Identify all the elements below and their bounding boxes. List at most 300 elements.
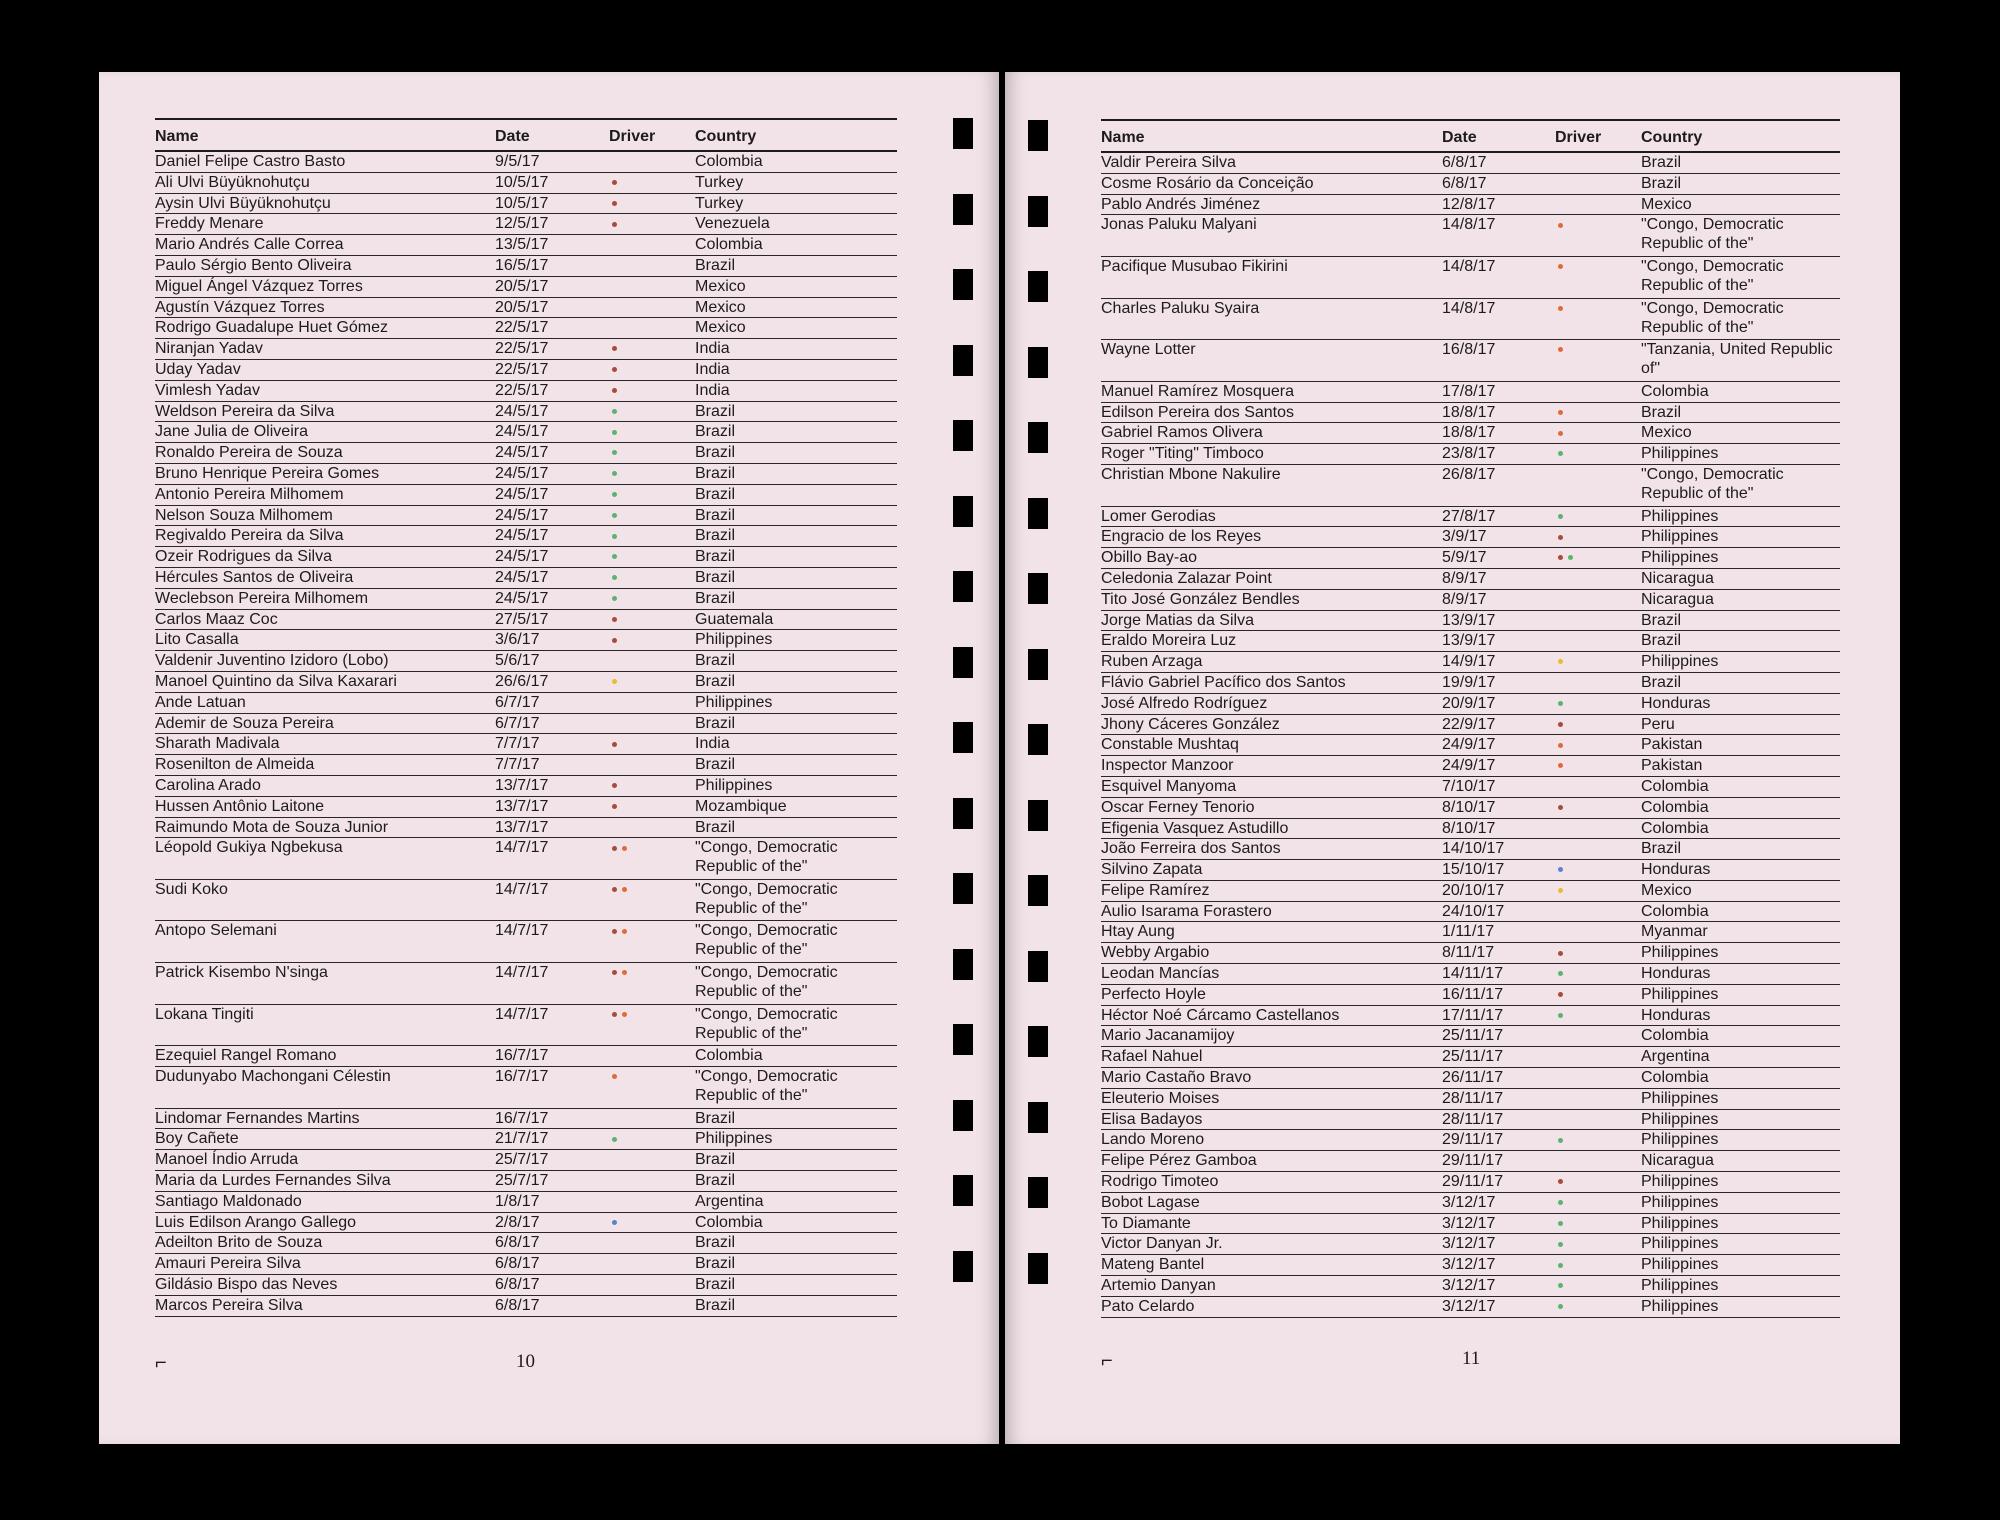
incident-date: 13/7/17 bbox=[495, 818, 549, 836]
victim-name: Ande Latuan bbox=[155, 693, 246, 711]
victim-name: Bruno Henrique Pereira Gomes bbox=[155, 464, 380, 482]
table-row bbox=[1101, 1276, 1840, 1297]
country: Brazil bbox=[695, 589, 736, 607]
victim-name: Mateng Bantel bbox=[1101, 1256, 1205, 1274]
driver-indicators bbox=[609, 318, 695, 338]
country: "Congo, Democratic Republic of the" bbox=[1641, 299, 1784, 336]
country: "Congo, Democratic Republic of the" bbox=[695, 1068, 838, 1105]
driver-dot-icon bbox=[612, 679, 617, 684]
table-row bbox=[1101, 1151, 1840, 1172]
country: Myanmar bbox=[1641, 923, 1708, 941]
victim-name: Aulio Isarama Forastero bbox=[1101, 902, 1272, 920]
table-row bbox=[1101, 444, 1840, 465]
table-row bbox=[155, 464, 897, 485]
victim-name: Adeilton Brito de Souza bbox=[155, 1234, 323, 1252]
incident-date: 25/11/17 bbox=[1442, 1048, 1504, 1066]
table-row bbox=[1101, 1110, 1840, 1131]
driver-indicators bbox=[1555, 673, 1641, 693]
date-column-header: Date bbox=[1442, 129, 1477, 146]
incident-date: 3/9/17 bbox=[1442, 528, 1487, 546]
country: Brazil bbox=[695, 1234, 736, 1252]
driver-dot-icon bbox=[1558, 451, 1563, 456]
table-row bbox=[155, 318, 897, 339]
binding-hole bbox=[953, 722, 973, 753]
driver-indicators bbox=[1555, 1130, 1641, 1150]
driver-dot-icon bbox=[612, 388, 617, 393]
country: "Congo, Democratic Republic of the" bbox=[695, 922, 838, 959]
driver-indicators bbox=[1555, 1297, 1641, 1317]
driver-indicators bbox=[609, 818, 695, 838]
victim-name: Eraldo Moreira Luz bbox=[1101, 632, 1237, 650]
table-row bbox=[155, 651, 897, 672]
country: Pakistan bbox=[1641, 736, 1703, 754]
victim-name: Oscar Ferney Tenorio bbox=[1101, 798, 1255, 816]
table-row bbox=[155, 630, 897, 651]
page-number: 10 bbox=[516, 1351, 535, 1372]
incident-date: 13/9/17 bbox=[1442, 632, 1496, 650]
driver-indicators bbox=[609, 1109, 695, 1129]
victim-name: Cosme Rosário da Conceição bbox=[1101, 174, 1314, 192]
incident-date: 8/11/17 bbox=[1442, 944, 1495, 962]
incident-date: 14/9/17 bbox=[1442, 653, 1496, 671]
driver-dot-icon bbox=[612, 430, 617, 435]
victim-name: Mario Jacanamijoy bbox=[1101, 1027, 1235, 1045]
incident-date: 3/12/17 bbox=[1442, 1297, 1496, 1315]
incident-date: 20/10/17 bbox=[1442, 881, 1505, 899]
country: Mexico bbox=[695, 277, 746, 295]
incident-date: 25/7/17 bbox=[495, 1151, 549, 1169]
victim-name: Agustín Vázquez Torres bbox=[155, 298, 325, 316]
driver-dot-icon bbox=[612, 1074, 617, 1079]
driver-dot-icon bbox=[1558, 1221, 1563, 1226]
driver-indicators bbox=[1555, 964, 1641, 984]
victim-name: Gabriel Ramos Olivera bbox=[1101, 424, 1263, 442]
country: India bbox=[695, 360, 730, 378]
table-row bbox=[155, 1275, 897, 1296]
country: Mozambique bbox=[695, 797, 787, 815]
binding-hole bbox=[953, 1251, 973, 1282]
incident-date: 23/8/17 bbox=[1442, 445, 1496, 463]
table-row bbox=[1101, 1172, 1840, 1193]
table-header bbox=[1101, 121, 1840, 153]
country: Philippines bbox=[695, 693, 773, 711]
driver-dot-icon bbox=[612, 783, 617, 788]
table-row bbox=[155, 214, 897, 235]
country: Philippines bbox=[1641, 1193, 1719, 1211]
incident-date: 13/9/17 bbox=[1442, 611, 1496, 629]
victim-name: Paulo Sérgio Bento Oliveira bbox=[155, 256, 352, 274]
binding-hole bbox=[953, 873, 973, 904]
table-row bbox=[155, 1129, 897, 1150]
country: Mexico bbox=[1641, 881, 1692, 899]
victim-name: Edilson Pereira dos Santos bbox=[1101, 403, 1294, 421]
driver-indicators bbox=[609, 277, 695, 297]
table-row bbox=[155, 1067, 897, 1109]
table-row bbox=[155, 610, 897, 631]
incident-date: 9/5/17 bbox=[495, 153, 540, 170]
country: Peru bbox=[1641, 715, 1675, 733]
victim-name: Ruben Arzaga bbox=[1101, 653, 1203, 671]
victim-name: Niranjan Yadav bbox=[155, 340, 263, 358]
driver-indicators bbox=[1555, 777, 1641, 797]
driver-indicators bbox=[1555, 1047, 1641, 1067]
driver-indicators bbox=[1555, 798, 1641, 818]
binding-hole bbox=[953, 949, 973, 980]
driver-indicators bbox=[609, 714, 695, 734]
table-row bbox=[155, 194, 897, 215]
table-row bbox=[155, 672, 897, 693]
country: Brazil bbox=[695, 1151, 736, 1169]
driver-indicators bbox=[609, 838, 695, 879]
victim-name: Marcos Pereira Silva bbox=[155, 1296, 303, 1314]
victim-name: Manuel Ramírez Mosquera bbox=[1101, 382, 1294, 400]
victim-name: Amauri Pereira Silva bbox=[155, 1255, 301, 1273]
victim-name: Mario Castaño Bravo bbox=[1101, 1069, 1252, 1087]
country: Philippines bbox=[1641, 528, 1719, 546]
incident-date: 6/8/17 bbox=[495, 1276, 540, 1294]
driver-indicators bbox=[609, 173, 695, 193]
incident-date: 24/5/17 bbox=[495, 527, 549, 545]
victim-name: Aysin Ulvi Büyüknohutçu bbox=[155, 194, 331, 212]
binding-hole bbox=[1028, 422, 1048, 453]
table-row bbox=[1101, 507, 1840, 528]
incident-date: 14/10/17 bbox=[1442, 840, 1505, 858]
table-row bbox=[1101, 964, 1840, 985]
table-row bbox=[1101, 174, 1840, 195]
victim-name: Christian Mbone Nakulire bbox=[1101, 465, 1281, 483]
binding-hole bbox=[953, 194, 973, 225]
driver-dot-icon bbox=[612, 887, 617, 892]
incident-date: 24/5/17 bbox=[495, 506, 549, 524]
driver-indicators bbox=[609, 610, 695, 630]
binding-hole bbox=[1028, 875, 1048, 906]
table-row bbox=[155, 797, 897, 818]
table-row bbox=[1101, 1026, 1840, 1047]
incident-date: 20/9/17 bbox=[1442, 694, 1496, 712]
driver-indicators bbox=[1555, 881, 1641, 901]
victim-name: Efigenia Vasquez Astudillo bbox=[1101, 819, 1289, 837]
driver-indicators bbox=[1555, 527, 1641, 547]
binding-hole bbox=[953, 496, 973, 527]
driver-dot-icon bbox=[612, 554, 617, 559]
victim-name: Ronaldo Pereira de Souza bbox=[155, 444, 343, 462]
driver-dot-icon bbox=[1558, 223, 1563, 228]
binding-hole bbox=[953, 420, 973, 451]
country: "Congo, Democratic Republic of the" bbox=[695, 839, 838, 876]
incident-date: 7/10/17 bbox=[1442, 777, 1496, 795]
binding-hole bbox=[1028, 800, 1048, 831]
incident-date: 15/10/17 bbox=[1442, 861, 1505, 879]
country: Brazil bbox=[695, 1276, 736, 1294]
table-row bbox=[1101, 1089, 1840, 1110]
country: Brazil bbox=[695, 714, 736, 732]
incident-date: 22/9/17 bbox=[1442, 715, 1496, 733]
country: Brazil bbox=[695, 256, 736, 274]
victim-name: Rafael Nahuel bbox=[1101, 1048, 1203, 1066]
table-body bbox=[155, 152, 897, 1317]
incident-date: 3/12/17 bbox=[1442, 1193, 1496, 1211]
country: Brazil bbox=[695, 1296, 736, 1314]
country: Honduras bbox=[1641, 694, 1711, 712]
incident-date: 3/12/17 bbox=[1442, 1256, 1496, 1274]
country: Argentina bbox=[1641, 1048, 1710, 1066]
binding-hole bbox=[1028, 1177, 1048, 1208]
victim-name: Rodrigo Guadalupe Huet Gómez bbox=[155, 319, 389, 337]
victim-name: Jonas Paluku Malyani bbox=[1101, 216, 1257, 234]
table-row bbox=[155, 1046, 897, 1067]
driver-indicators bbox=[609, 776, 695, 796]
driver-dot-icon bbox=[612, 450, 617, 455]
driver-indicators bbox=[609, 402, 695, 422]
incident-date: 10/5/17 bbox=[495, 173, 549, 191]
country: Brazil bbox=[695, 652, 736, 670]
driver-dot-icon bbox=[1558, 888, 1563, 893]
country: Brazil bbox=[1641, 840, 1682, 858]
country: "Congo, Democratic Republic of the" bbox=[1641, 465, 1784, 502]
driver-indicators bbox=[1555, 1068, 1641, 1088]
table-row bbox=[1101, 756, 1840, 777]
victim-name: Ali Ulvi Büyüknohutçu bbox=[155, 173, 310, 191]
incident-date: 16/7/17 bbox=[495, 1109, 549, 1127]
incident-date: 6/7/17 bbox=[495, 693, 540, 711]
victim-name: Sudi Koko bbox=[155, 880, 228, 898]
driver-dot-icon bbox=[612, 617, 617, 622]
table-row bbox=[155, 235, 897, 256]
incident-date: 17/8/17 bbox=[1442, 382, 1496, 400]
driver-dot-icon bbox=[612, 846, 617, 851]
incident-date: 24/5/17 bbox=[495, 402, 549, 420]
victim-name: Weldson Pereira da Silva bbox=[155, 402, 335, 420]
victim-name: Valdir Pereira Silva bbox=[1101, 154, 1236, 171]
driver-dot-icon bbox=[1558, 951, 1563, 956]
incident-date: 19/9/17 bbox=[1442, 673, 1496, 691]
driver-indicators bbox=[1555, 922, 1641, 942]
victim-name: Wayne Lotter bbox=[1101, 341, 1196, 359]
driver-indicators bbox=[1555, 839, 1641, 859]
table-row bbox=[155, 1213, 897, 1234]
victim-name: Charles Paluku Syaira bbox=[1101, 299, 1260, 317]
incident-date: 18/8/17 bbox=[1442, 424, 1496, 442]
country: Brazil bbox=[695, 1109, 736, 1127]
country: Colombia bbox=[1641, 902, 1709, 920]
victim-name: Pablo Andrés Jiménez bbox=[1101, 195, 1261, 213]
name-column-header: Name bbox=[1101, 129, 1145, 146]
table-row bbox=[1101, 673, 1840, 694]
driver-dot-icon bbox=[1558, 535, 1563, 540]
table-row bbox=[1101, 611, 1840, 632]
victim-name: Artemio Danyan bbox=[1101, 1277, 1216, 1295]
table-row bbox=[155, 152, 897, 173]
incident-date: 14/8/17 bbox=[1442, 216, 1496, 234]
driver-indicators bbox=[609, 568, 695, 588]
driver-dot-icon bbox=[612, 742, 617, 747]
binding-hole bbox=[953, 345, 973, 376]
driver-dot-icon bbox=[612, 409, 617, 414]
country: Venezuela bbox=[695, 215, 770, 233]
driver-dot-icon bbox=[622, 1012, 627, 1017]
driver-indicators bbox=[609, 963, 695, 1004]
incident-date: 20/5/17 bbox=[495, 298, 549, 316]
table-row bbox=[155, 547, 897, 568]
victim-name: Hércules Santos de Oliveira bbox=[155, 568, 354, 586]
driver-indicators bbox=[609, 235, 695, 255]
table-row bbox=[1101, 153, 1840, 174]
driver-dot-icon bbox=[612, 367, 617, 372]
driver-dot-icon bbox=[622, 887, 627, 892]
driver-dot-icon bbox=[612, 1137, 617, 1142]
incident-date: 13/7/17 bbox=[495, 797, 549, 815]
victim-name: Pacifique Musubao Fikirini bbox=[1101, 257, 1288, 275]
driver-indicators bbox=[609, 1150, 695, 1170]
country: Philippines bbox=[1641, 944, 1719, 962]
page-number: 11 bbox=[1462, 1348, 1481, 1369]
table-row bbox=[155, 402, 897, 423]
driver-dot-icon bbox=[612, 804, 617, 809]
incident-date: 6/8/17 bbox=[495, 1255, 540, 1273]
incident-date: 16/5/17 bbox=[495, 256, 549, 274]
country: Pakistan bbox=[1641, 757, 1703, 775]
country: Brazil bbox=[1641, 154, 1682, 171]
country: "Congo, Democratic Republic of the" bbox=[695, 1005, 838, 1042]
victim-name: Vimlesh Yadav bbox=[155, 381, 260, 399]
country: Colombia bbox=[695, 153, 763, 170]
driver-indicators bbox=[609, 1046, 695, 1066]
driver-indicators bbox=[609, 1067, 695, 1108]
country: "Congo, Democratic Republic of the" bbox=[1641, 216, 1784, 253]
driver-indicators bbox=[1555, 819, 1641, 839]
table-row bbox=[155, 443, 897, 464]
victims-table bbox=[155, 118, 897, 1317]
table-row bbox=[155, 1109, 897, 1130]
country: Philippines bbox=[1641, 1297, 1719, 1315]
driver-indicators bbox=[1555, 1006, 1641, 1026]
driver-dot-icon bbox=[612, 596, 617, 601]
victim-name: Santiago Maldonado bbox=[155, 1192, 302, 1210]
victim-name: Antonio Pereira Milhomem bbox=[155, 485, 344, 503]
driver-indicators bbox=[609, 1233, 695, 1253]
incident-date: 14/7/17 bbox=[495, 839, 549, 857]
table-row bbox=[155, 1005, 897, 1047]
victim-name: Uday Yadav bbox=[155, 360, 241, 378]
driver-dot-icon bbox=[1568, 555, 1573, 560]
country: Brazil bbox=[695, 756, 736, 774]
driver-dot-icon bbox=[622, 970, 627, 975]
driver-dot-icon bbox=[1558, 763, 1563, 768]
country: Philippines bbox=[1641, 1110, 1719, 1128]
table-row bbox=[155, 1296, 897, 1317]
table-row bbox=[1101, 590, 1840, 611]
victim-name: Nelson Souza Milhomem bbox=[155, 506, 333, 524]
binding-hole bbox=[953, 571, 973, 602]
driver-indicators bbox=[609, 672, 695, 692]
table-row bbox=[155, 921, 897, 963]
incident-date: 14/7/17 bbox=[495, 1005, 549, 1023]
driver-indicators bbox=[609, 1275, 695, 1295]
driver-indicators bbox=[609, 797, 695, 817]
binding-hole bbox=[953, 1175, 973, 1206]
incident-date: 27/5/17 bbox=[495, 610, 549, 628]
victim-name: Héctor Noé Cárcamo Castellanos bbox=[1101, 1006, 1340, 1024]
victim-name: Daniel Felipe Castro Basto bbox=[155, 153, 346, 170]
victim-name: Bobot Lagase bbox=[1101, 1193, 1200, 1211]
country: Brazil bbox=[695, 818, 736, 836]
country: Mexico bbox=[1641, 195, 1692, 213]
country: Philippines bbox=[1641, 445, 1719, 463]
driver-indicators bbox=[609, 921, 695, 962]
binding-hole bbox=[1028, 196, 1048, 227]
driver-dot-icon bbox=[1558, 1283, 1563, 1288]
driver-indicators bbox=[1555, 1193, 1641, 1213]
table-body bbox=[1101, 153, 1840, 1318]
victim-name: Manoel Quintino da Silva Kaxarari bbox=[155, 672, 397, 690]
driver-dot-icon bbox=[622, 929, 627, 934]
driver-dot-icon bbox=[612, 346, 617, 351]
country: Philippines bbox=[1641, 1277, 1719, 1295]
driver-indicators bbox=[1555, 985, 1641, 1005]
country: "Congo, Democratic Republic of the" bbox=[1641, 257, 1784, 294]
country: Colombia bbox=[1641, 798, 1709, 816]
driver-indicators bbox=[609, 298, 695, 318]
table-row bbox=[1101, 943, 1840, 964]
incident-date: 24/5/17 bbox=[495, 464, 549, 482]
binding-hole bbox=[1028, 1253, 1048, 1284]
country: Honduras bbox=[1641, 861, 1711, 879]
country-column-header: Country bbox=[1641, 129, 1703, 146]
driver-indicators bbox=[1555, 735, 1641, 755]
driver-indicators bbox=[609, 526, 695, 546]
incident-date: 21/7/17 bbox=[495, 1130, 549, 1148]
incident-date: 18/8/17 bbox=[1442, 403, 1496, 421]
driver-indicators bbox=[1555, 1110, 1641, 1130]
incident-date: 1/11/17 bbox=[1442, 923, 1495, 941]
victim-name: Webby Argabio bbox=[1101, 944, 1210, 962]
table-row bbox=[1101, 1193, 1840, 1214]
driver-indicators bbox=[1555, 943, 1641, 963]
country: Brazil bbox=[695, 402, 736, 420]
driver-indicators bbox=[609, 755, 695, 775]
victim-name: Mario Andrés Calle Correa bbox=[155, 236, 344, 254]
table-row bbox=[155, 818, 897, 839]
table-row bbox=[155, 880, 897, 922]
incident-date: 28/11/17 bbox=[1442, 1110, 1504, 1128]
incident-date: 3/12/17 bbox=[1442, 1235, 1496, 1253]
country: Colombia bbox=[695, 1047, 763, 1065]
table-row bbox=[155, 1150, 897, 1171]
table-row bbox=[1101, 777, 1840, 798]
driver-indicators bbox=[609, 1213, 695, 1233]
incident-date: 24/5/17 bbox=[495, 548, 549, 566]
incident-date: 24/5/17 bbox=[495, 444, 549, 462]
driver-indicators bbox=[609, 1296, 695, 1316]
driver-column-header: Driver bbox=[609, 128, 656, 145]
driver-indicators bbox=[1555, 465, 1641, 506]
binding-hole bbox=[953, 1024, 973, 1055]
incident-date: 14/11/17 bbox=[1442, 965, 1504, 983]
table-row bbox=[155, 734, 897, 755]
table-row bbox=[1101, 465, 1840, 507]
driver-indicators bbox=[609, 880, 695, 921]
victim-name: Lito Casalla bbox=[155, 631, 239, 649]
driver-indicators bbox=[1555, 860, 1641, 880]
incident-date: 26/11/17 bbox=[1442, 1069, 1504, 1087]
victim-name: Ozeir Rodrigues da Silva bbox=[155, 548, 332, 566]
table-row bbox=[155, 256, 897, 277]
victim-name: Elisa Badayos bbox=[1101, 1110, 1203, 1128]
country: Philippines bbox=[1641, 1131, 1719, 1149]
country: Brazil bbox=[695, 444, 736, 462]
table-row bbox=[155, 277, 897, 298]
driver-dot-icon bbox=[612, 201, 617, 206]
